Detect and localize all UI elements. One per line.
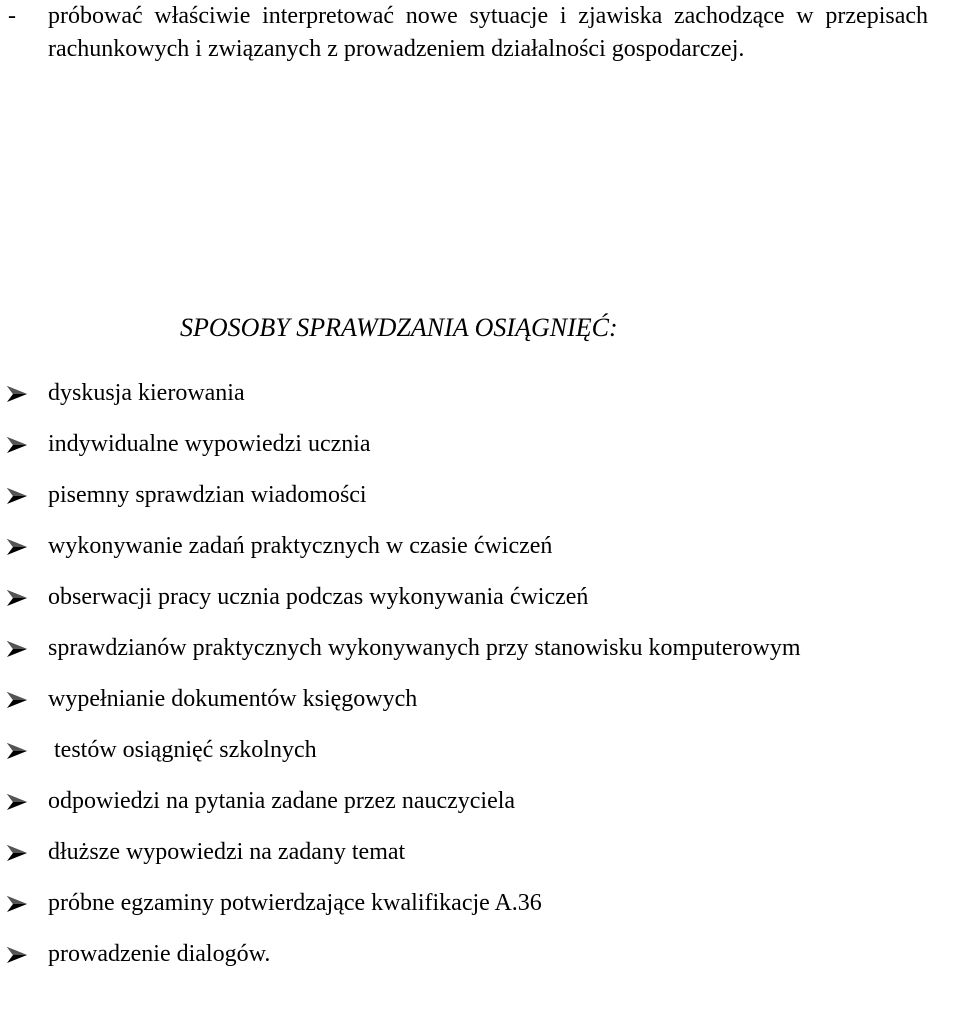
list-item-text: dłuższe wypowiedzi na zadany temat [48,839,406,865]
arrowhead-bullet-icon [6,385,28,403]
list-item [0,580,960,614]
section-heading: SPOSOBY SPRAWDZANIA OSIĄGNIĘĆ: [180,313,618,342]
list-item-text: wykonywanie zadań praktycznych w czasie ćwiczeń [48,533,553,559]
arrowhead-bullet-icon [6,946,28,964]
list-item [0,478,960,512]
list-item-text: testów osiągnięć szkolnych [54,737,317,763]
arrowhead-bullet-icon [6,487,28,505]
list-item-text: sprawdzianów praktycznych wykonywanych przy stanowisku komputerowym [48,635,801,661]
arrowhead-bullet-icon [6,793,28,811]
list-item-text: wypełnianie dokumentów księgowych [48,686,418,712]
dash-marker: - [8,3,16,29]
list-item-text: prowadzenie dialogów. [48,941,271,967]
list-item-text: próbne egzaminy potwierdzające kwalifikacje A.36 [48,890,542,916]
list-item [0,784,960,818]
arrowhead-bullet-icon [6,640,28,658]
list-item [0,631,960,665]
list-item [0,835,960,869]
arrowhead-bullet-icon [6,436,28,454]
list-item [0,937,960,971]
arrowhead-bullet-icon [6,895,28,913]
list-item-text: dyskusja kierowania [48,380,245,406]
intro-text: próbować właściwie interpretować nowe sytuacje i zjawiska zachodzące w przepisach rachunkowych i związanych z prowadzeniem działalności gospodarczej. [48,3,928,62]
list-item-text: obserwacji pracy ucznia podczas wykonywania ćwiczeń [48,584,589,610]
assessment-methods-list [0,376,960,988]
arrowhead-bullet-icon [6,538,28,556]
list-item-text: odpowiedzi na pytania zadane przez nauczyciela [48,788,516,814]
list-item [0,682,960,716]
arrowhead-bullet-icon [6,589,28,607]
arrowhead-bullet-icon [6,844,28,862]
list-item [0,376,960,410]
arrowhead-bullet-icon [6,691,28,709]
list-item [0,529,960,563]
list-item [0,427,960,461]
list-item-text: pisemny sprawdzian wiadomości [48,482,367,508]
list-item [0,886,960,920]
list-item [0,733,960,767]
list-item-text: indywidualne wypowiedzi ucznia [48,431,371,457]
arrowhead-bullet-icon [6,742,28,760]
